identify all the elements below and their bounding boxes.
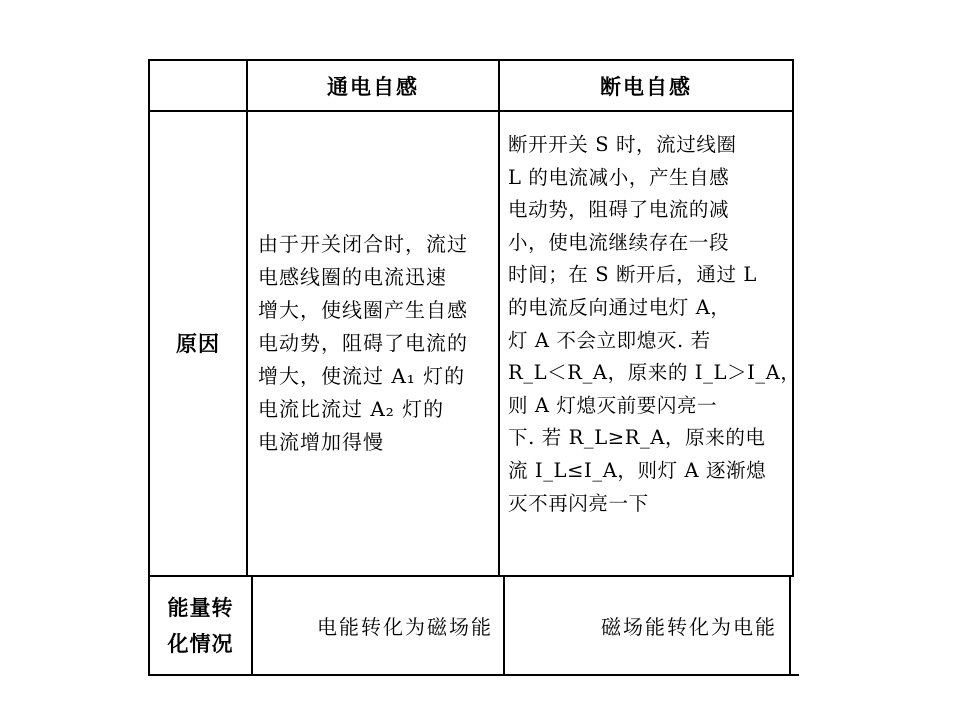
reason-tongdian-line: 电感线圈的电流迅速: [258, 265, 447, 289]
table-border-bottom: [149, 674, 799, 676]
row-label-reason-text: 原因: [176, 331, 220, 356]
energy-cell-tongdian: 电能转化为磁场能: [317, 615, 493, 639]
reason-tongdian-line: 电流增加得慢: [258, 430, 384, 454]
reason-tongdian-line: 电动势，阻碍了电流的: [258, 331, 468, 355]
header-tongdian-zigan: 通电自感: [327, 74, 419, 99]
reason-tongdian-line: 由于开关闭合时，流过: [258, 232, 468, 256]
row-label-energy: [150, 577, 251, 674]
header-corner-cell: [150, 61, 246, 110]
row-label-energy-line: 能量转: [167, 595, 234, 620]
reason-tongdian-line: 电流比流过 A₂ 灯的: [258, 397, 445, 421]
header-duandian-zigan: 断电自感: [600, 74, 692, 99]
reason-tongdian-line: 增大，使流过 A₁ 灯的: [258, 364, 466, 388]
row-label-energy-line: 化情况: [167, 631, 234, 656]
reason-tongdian-line: 增大，使线圈产生自感: [258, 298, 468, 322]
reason-duandian-text: [508, 129, 801, 520]
reason-cell-duandian: [500, 112, 801, 575]
reason-duandian-line: R_L＜R_A，原来的 I_L＞I_A，: [508, 361, 801, 385]
reason-duandian-line: 灯 A 不会立即熄灭. 若: [508, 328, 711, 352]
reason-duandian-line: 下. 若 R_L≥R_A，原来的电: [508, 426, 766, 450]
reason-tongdian-text: [258, 228, 468, 459]
reason-cell-tongdian: [248, 112, 498, 575]
reason-duandian-line: L 的电流减小，产生自感: [508, 165, 730, 189]
reason-duandian-line: 则 A 灯熄灭前要闪亮一: [508, 393, 718, 417]
reason-duandian-line: 的电流反向通过电灯 A，: [508, 295, 731, 319]
reason-duandian-line: 电动势，阻碍了电流的减: [508, 198, 730, 222]
reason-duandian-line: 小，使电流继续存在一段: [508, 230, 730, 254]
table-border-right-lower: [789, 575, 791, 676]
reason-duandian-line: 灭不再闪亮一下: [508, 491, 649, 515]
reason-duandian-line: 时间；在 S 断开后，通过 L: [508, 263, 757, 287]
row-label-reason: [150, 112, 246, 575]
energy-cell-duandian: 磁场能转化为电能: [601, 615, 777, 639]
reason-duandian-line: 断开开关 S 时，流过线圈: [508, 133, 737, 156]
reason-duandian-line: 流 I_L≤I_A，则灯 A 逐渐熄: [508, 458, 767, 482]
